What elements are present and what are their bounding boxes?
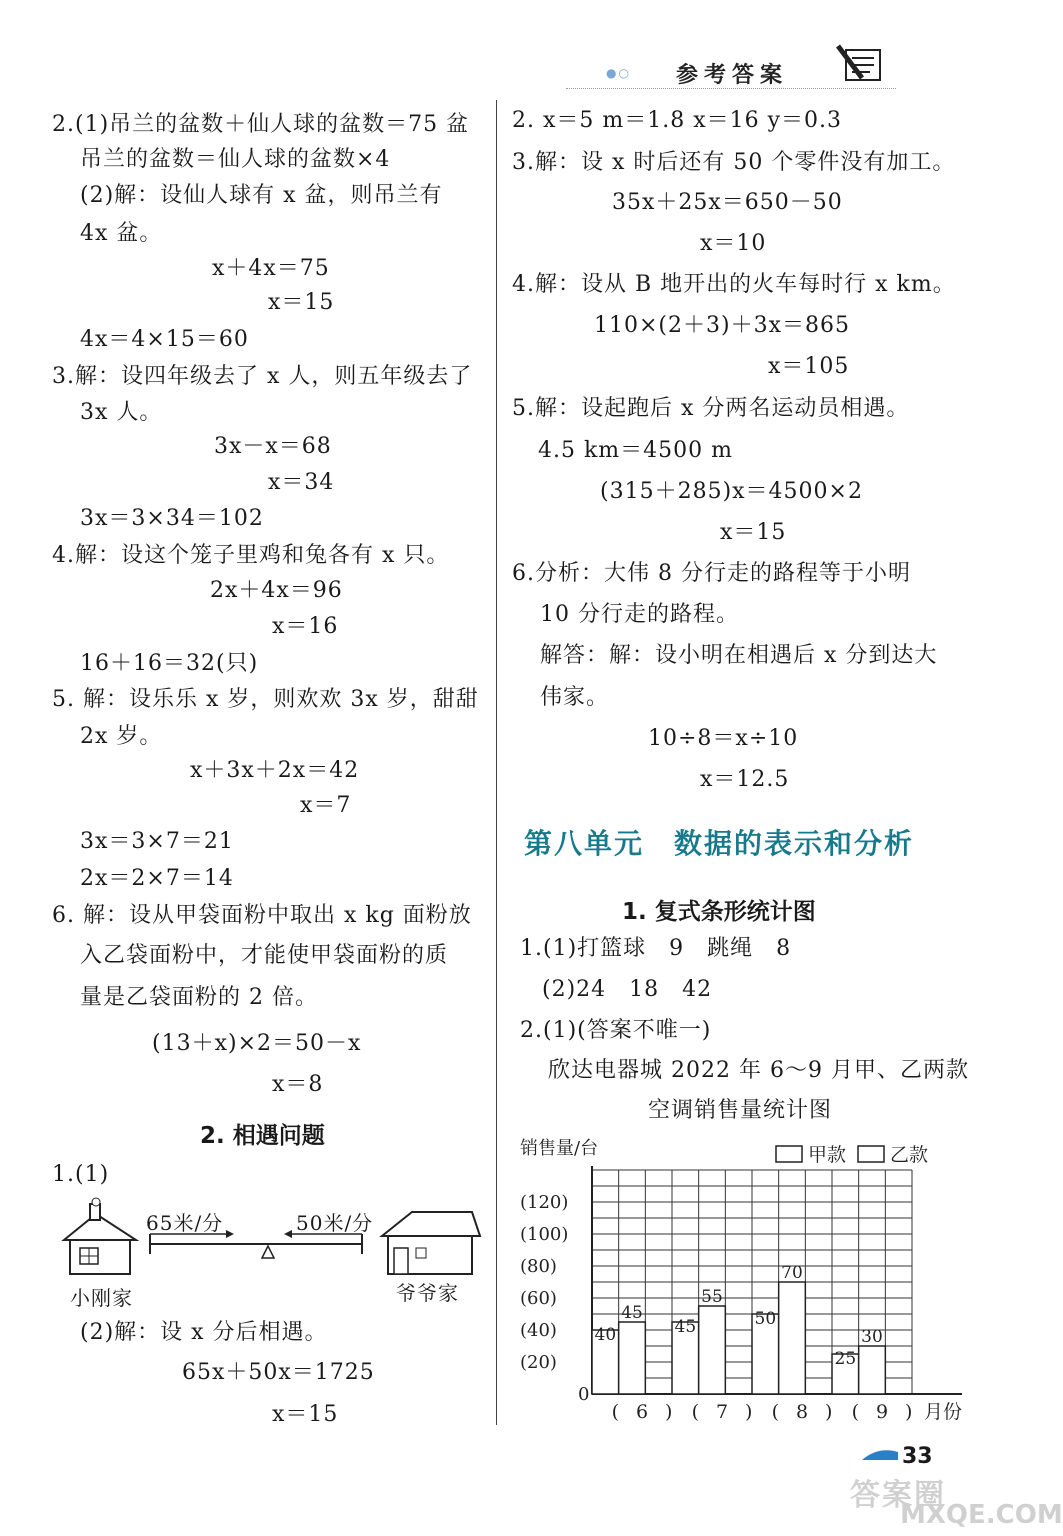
x-tick-label: ( bbox=[611, 1401, 620, 1423]
page-tab-icon bbox=[860, 1446, 900, 1466]
left-line: 4x 盆。 bbox=[80, 221, 163, 246]
pencil-scroll-icon bbox=[836, 42, 892, 88]
x-tick-label: 8 bbox=[795, 1401, 809, 1423]
y-tick-label: (120) bbox=[520, 1192, 569, 1213]
x-tick-label: ( bbox=[691, 1401, 700, 1423]
left-house-label: 小刚家 bbox=[70, 1286, 133, 1310]
page-header bbox=[566, 52, 896, 88]
section-title: 第八单元 数据的表示和分析 bbox=[524, 827, 915, 860]
question-label: 1.(1) bbox=[52, 1162, 110, 1187]
x-tick-label: ( bbox=[771, 1401, 780, 1423]
legend-swatch bbox=[776, 1146, 802, 1162]
y-tick-label: (100) bbox=[520, 1224, 569, 1245]
bar-yi bbox=[699, 1306, 726, 1394]
right-line: 4.解：设从 B 地开出的火车每时行 x km。 bbox=[512, 272, 956, 297]
bar-value-label: 25 bbox=[834, 1349, 857, 1369]
equation: x＝12.5 bbox=[700, 767, 790, 792]
left-line: 量是乙袋面粉的 2 倍。 bbox=[80, 985, 318, 1010]
left-line: 4x＝4×15＝60 bbox=[80, 327, 249, 352]
equation: x＝15 bbox=[268, 290, 335, 315]
y-axis-label: 销售量/台 bbox=[520, 1138, 599, 1159]
bar-yi bbox=[859, 1346, 886, 1394]
y-tick-label: (80) bbox=[520, 1256, 557, 1277]
equation: (13＋x)×2＝50－x bbox=[152, 1031, 362, 1056]
left-line: 2x＝2×7＝14 bbox=[80, 866, 234, 891]
legend-label: 甲款 bbox=[808, 1144, 847, 1166]
bar-value-label: 55 bbox=[701, 1287, 723, 1307]
left-line: (2)解：设仙人球有 x 盆，则吊兰有 bbox=[80, 183, 443, 208]
left-line: 2.(1)吊兰的盆数＋仙人球的盆数＝75 盆 bbox=[52, 112, 470, 137]
x-tick-label: ) bbox=[744, 1401, 753, 1423]
x-tick-label: ) bbox=[664, 1401, 673, 1423]
equation: (315＋285)x＝4500×2 bbox=[600, 479, 863, 504]
x-axis-label: 月份 bbox=[924, 1401, 963, 1423]
watermark-text: 答案圈 bbox=[850, 1478, 946, 1513]
left-line: 入乙袋面粉中，才能使甲袋面粉的质 bbox=[80, 943, 449, 968]
left-speed-label: 65米/分 bbox=[146, 1211, 224, 1235]
page-number: 33 bbox=[902, 1444, 933, 1469]
equation: 10÷8＝x÷10 bbox=[648, 726, 799, 751]
right-speed-label: 50米/分 bbox=[296, 1211, 374, 1235]
equation: x＝15 bbox=[272, 1402, 339, 1427]
right-line: 伟家。 bbox=[540, 685, 610, 710]
left-line: 3x＝3×34＝102 bbox=[80, 506, 264, 531]
header-rule bbox=[566, 88, 896, 89]
equation: x＝8 bbox=[272, 1072, 324, 1097]
y-tick-label: (40) bbox=[520, 1320, 557, 1341]
right-house-icon bbox=[382, 1212, 480, 1274]
left-line: 4.解：设这个笼子里鸡和兔各有 x 只。 bbox=[52, 543, 450, 568]
x-tick-label: 6 bbox=[635, 1401, 649, 1423]
x-tick-label: ( bbox=[851, 1401, 860, 1423]
right-line: 5.解：设起跑后 x 分两名运动员相遇。 bbox=[512, 396, 910, 421]
equation: x＝16 bbox=[272, 614, 339, 639]
equation: x＝34 bbox=[268, 470, 335, 495]
equation: x＝7 bbox=[300, 793, 352, 818]
x-tick-label: ) bbox=[904, 1401, 913, 1423]
equation: x＝105 bbox=[768, 354, 850, 379]
bar-chart bbox=[506, 1132, 976, 1428]
right-line: 1.(1)打篮球 9 跳绳 8 bbox=[520, 936, 792, 961]
bar-value-label: 70 bbox=[781, 1263, 803, 1283]
left-line: 3.解：设四年级去了 x 人，则五年级去了 bbox=[52, 364, 473, 389]
equation: 2x＋4x＝96 bbox=[210, 578, 343, 603]
column-divider bbox=[496, 100, 497, 1425]
chart-caption: 空调销售量统计图 bbox=[648, 1098, 833, 1123]
right-line: 3.解：设 x 时后还有 50 个零件没有加工。 bbox=[512, 150, 956, 175]
chart-caption: 欣达电器城 2022 年 6～9 月甲、乙两款 bbox=[548, 1058, 969, 1083]
right-line: 解答：解：设小明在相遇后 x 分到达大 bbox=[540, 643, 938, 668]
y-tick-label: (60) bbox=[520, 1288, 557, 1309]
bar-value-label: 45 bbox=[621, 1303, 643, 1323]
bar-value-label: 40 bbox=[594, 1325, 617, 1345]
y-tick-label: 0 bbox=[578, 1384, 590, 1405]
legend-swatch bbox=[858, 1146, 884, 1162]
equation: 110×(2＋3)＋3x＝865 bbox=[594, 313, 850, 338]
equation: x＋3x＋2x＝42 bbox=[190, 758, 360, 783]
left-house-icon bbox=[64, 1198, 136, 1274]
header-dots: ●○ bbox=[606, 66, 631, 80]
legend-label: 乙款 bbox=[890, 1144, 929, 1166]
right-line: 2.(1)(答案不唯一) bbox=[520, 1018, 712, 1043]
right-line: 6.分析：大伟 8 分行走的路程等于小明 bbox=[512, 561, 911, 586]
left-line: 16＋16＝32(只) bbox=[80, 651, 259, 676]
x-tick-label: ) bbox=[824, 1401, 833, 1423]
subheading: 2. 相遇问题 bbox=[200, 1123, 325, 1149]
subheading: 1. 复式条形统计图 bbox=[622, 899, 816, 925]
bar-value-label: 45 bbox=[674, 1317, 697, 1337]
equation: x＝15 bbox=[720, 520, 787, 545]
left-line: 3x 人。 bbox=[80, 400, 163, 425]
left-line: 2x 岁。 bbox=[80, 724, 163, 749]
right-house-label: 爷爷家 bbox=[396, 1281, 459, 1305]
equation: x＋4x＝75 bbox=[212, 256, 330, 281]
right-line: 4.5 km＝4500 m bbox=[538, 438, 734, 463]
bar-value-label: 30 bbox=[861, 1327, 883, 1347]
left-line: (2)解：设 x 分后相遇。 bbox=[80, 1320, 328, 1345]
y-tick-label: (20) bbox=[520, 1352, 557, 1373]
bar-yi bbox=[779, 1282, 806, 1394]
left-line: 6. 解：设从甲袋面粉中取出 x kg 面粉放 bbox=[52, 903, 472, 928]
header-title: 参考答案 bbox=[676, 63, 789, 88]
bar-yi bbox=[619, 1322, 646, 1394]
equation: x＝10 bbox=[700, 231, 767, 256]
equation: 65x＋50x＝1725 bbox=[182, 1360, 375, 1385]
equation: 3x－x＝68 bbox=[214, 434, 332, 459]
bar-value-label: 50 bbox=[754, 1309, 777, 1329]
right-line: 10 分行走的路程。 bbox=[540, 602, 739, 627]
left-line: 吊兰的盆数＝仙人球的盆数×4 bbox=[80, 147, 391, 172]
x-tick-label: 7 bbox=[715, 1401, 729, 1423]
equation: 35x＋25x＝650－50 bbox=[612, 190, 843, 215]
left-line: 3x＝3×7＝21 bbox=[80, 829, 234, 854]
right-line: 2. x＝5 m＝1.8 x＝16 y＝0.3 bbox=[512, 108, 843, 133]
left-line: 5. 解：设乐乐 x 岁，则欢欢 3x 岁，甜甜 bbox=[52, 687, 479, 712]
right-line: (2)24 18 42 bbox=[542, 977, 713, 1002]
x-tick-label: 9 bbox=[875, 1401, 889, 1423]
watermark-url: MXQE.COM bbox=[900, 1500, 1063, 1530]
